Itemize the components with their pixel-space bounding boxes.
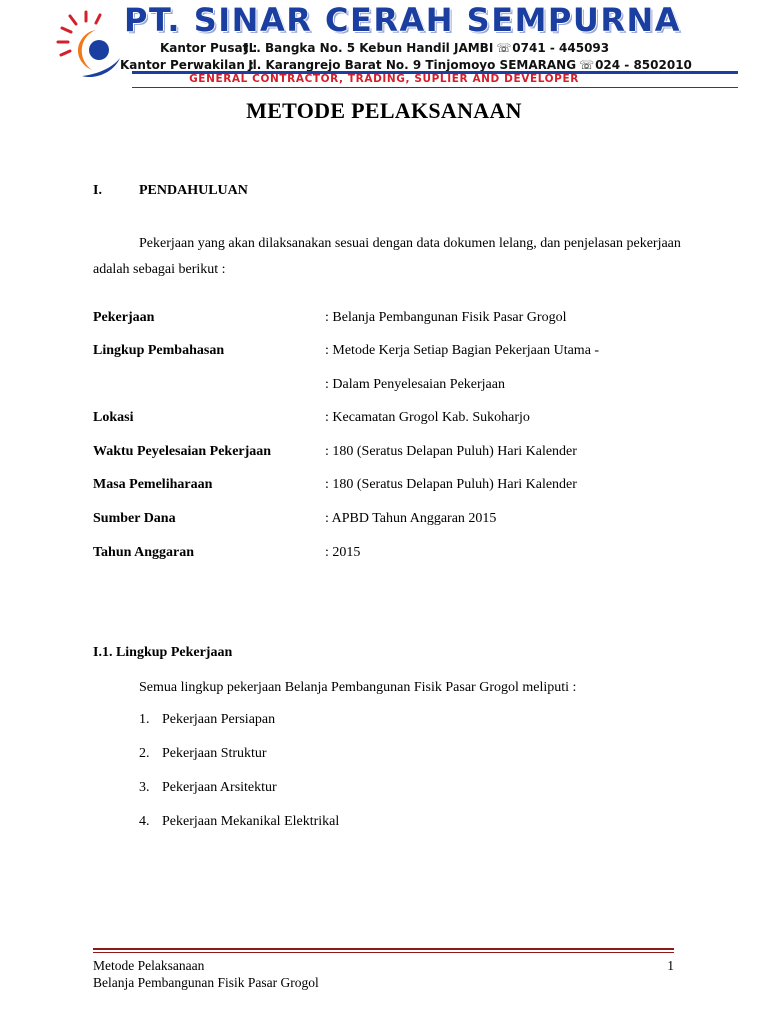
list-item-number: 2. bbox=[139, 746, 150, 761]
phone-icon: ☏ bbox=[579, 58, 595, 72]
head-office-address: JL. Bangka No. 5 Kebun Handil JAMBI bbox=[244, 41, 494, 55]
footer-doc-title: Metode Pelaksanaan bbox=[93, 958, 205, 973]
footer-project-name: Belanja Pembangunan Fisik Pasar Grogol bbox=[93, 975, 319, 990]
branch-phone: 024 - 8502010 bbox=[595, 58, 692, 72]
list-item-number: 4. bbox=[139, 814, 150, 829]
list-item bbox=[139, 780, 277, 796]
scope-intro: Semua lingkup pekerjaan Belanja Pembangunan Fisik Pasar Grogol meliputi : bbox=[139, 680, 577, 695]
head-office-phone: 0741 - 445093 bbox=[512, 41, 610, 55]
intro-paragraph-text: Pekerjaan yang akan dilaksanakan sesuai dengan data dokumen lelang, dan penjelasan pekerjaan adalah sebagai berikut : bbox=[93, 236, 681, 277]
info-label: Lokasi bbox=[93, 410, 134, 425]
phone-icon: ☏ bbox=[496, 41, 512, 55]
footer-rule bbox=[93, 948, 674, 950]
subsection-title: I.1. Lingkup Pekerjaan bbox=[93, 645, 233, 660]
list-item-text: Pekerjaan Mekanikal Elektrikal bbox=[162, 814, 340, 829]
intro-paragraph bbox=[93, 231, 693, 283]
info-value: : Belanja Pembangunan Fisik Pasar Grogol bbox=[325, 310, 567, 325]
head-office-line bbox=[160, 41, 609, 55]
list-item-text: Pekerjaan Persiapan bbox=[162, 712, 276, 727]
document-title: METODE PELAKSANAAN bbox=[246, 98, 522, 123]
branch-office-line bbox=[120, 58, 692, 72]
info-label: Tahun Anggaran bbox=[93, 545, 195, 560]
info-value: : Metode Kerja Setiap Bagian Pekerjaan Utama - bbox=[325, 343, 600, 358]
section-number: I. bbox=[93, 183, 102, 198]
info-value: : 180 (Seratus Delapan Puluh) Hari Kalender bbox=[325, 444, 577, 459]
info-label: Masa Pemeliharaan bbox=[93, 477, 213, 492]
info-value: : 180 (Seratus Delapan Puluh) Hari Kalender bbox=[325, 477, 577, 492]
info-value: : Dalam Penyelesaian Pekerjaan bbox=[325, 377, 505, 392]
page-number: 1 bbox=[667, 958, 674, 973]
info-label: Waktu Peyelesaian Pekerjaan bbox=[93, 444, 272, 459]
list-item-text: Pekerjaan Arsitektur bbox=[162, 780, 277, 795]
list-item bbox=[139, 814, 339, 830]
list-item bbox=[139, 712, 275, 728]
info-value: : Kecamatan Grogol Kab. Sukoharjo bbox=[325, 410, 530, 425]
head-office-label: Kantor Pusat : bbox=[160, 41, 258, 55]
list-item-number: 3. bbox=[139, 780, 150, 795]
info-label: Sumber Dana bbox=[93, 511, 176, 526]
company-name: PT. SINAR CERAH SEMPURNA bbox=[124, 1, 682, 39]
info-value: : 2015 bbox=[325, 545, 361, 560]
company-tagline: GENERAL CONTRACTOR, TRADING, SUPLIER AND DEVELOPER bbox=[189, 73, 579, 85]
letterhead-rule-bottom bbox=[132, 87, 738, 88]
list-item-text: Pekerjaan Struktur bbox=[162, 746, 267, 761]
list-item-number: 1. bbox=[139, 712, 150, 727]
branch-address: Jl. Karangrejo Barat No. 9 Tinjomoyo SEMARANG bbox=[248, 58, 577, 72]
info-label: Lingkup Pembahasan bbox=[93, 343, 225, 358]
list-item bbox=[139, 746, 267, 762]
section-title: PENDAHULUAN bbox=[139, 183, 248, 198]
branch-label: Kantor Perwakilan : bbox=[120, 58, 254, 72]
footer-rule-thin bbox=[93, 952, 674, 953]
info-label: Pekerjaan bbox=[93, 310, 155, 325]
info-value: : APBD Tahun Anggaran 2015 bbox=[325, 511, 497, 526]
